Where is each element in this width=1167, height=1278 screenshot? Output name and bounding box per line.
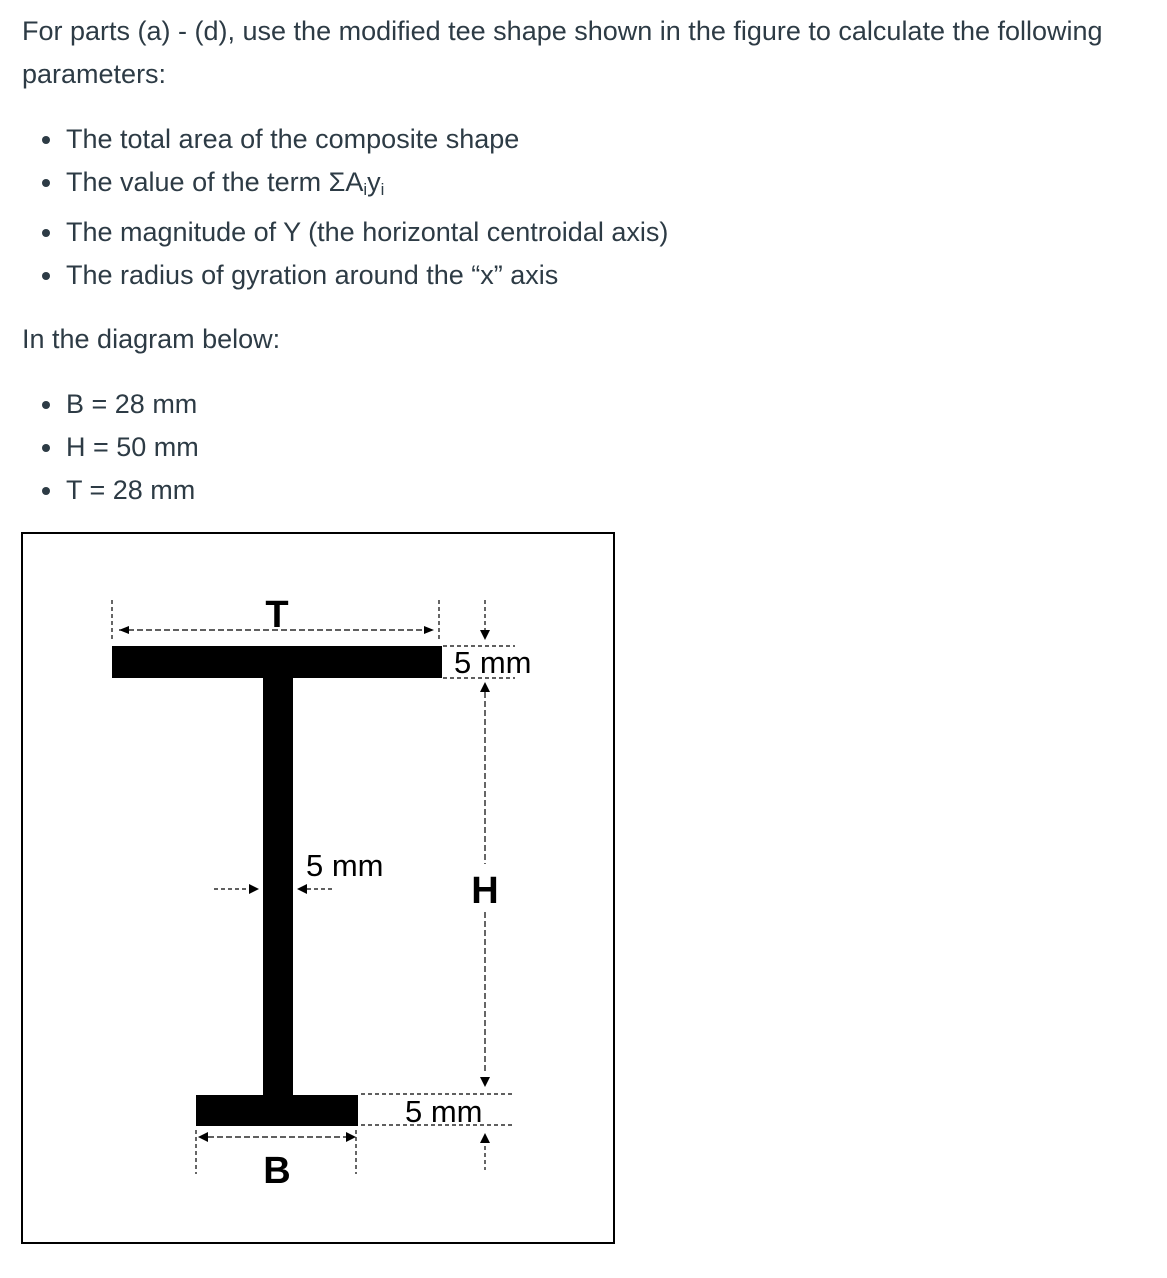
dimension-list (22, 383, 1162, 512)
tee-shape-diagram (23, 534, 613, 1242)
label-bottom-flange-thickness: 5 mm (405, 1094, 483, 1129)
tee-shape-figure (21, 532, 615, 1244)
parameter-item-area: The total area of the composite shape (22, 118, 1162, 161)
bottom-flange (196, 1095, 358, 1126)
top-flange (112, 646, 442, 678)
parameter-item-sum-term: The value of the term $\Sigma A_iy_i$ (22, 161, 1162, 211)
diagram-intro: In the diagram below: (22, 324, 281, 355)
label-h: H (471, 870, 499, 912)
label-t: T (265, 594, 289, 636)
parameter-item-centroid: The magnitude of Y (the horizontal centroidal axis) (22, 211, 1162, 254)
intro-paragraph: For parts (a) - (d), use the modified tee shape shown in the figure to calculate the following parameters: (22, 16, 1103, 89)
web (263, 677, 293, 1097)
dimension-item-h: H = 50 mm (22, 426, 1162, 469)
dimension-item-b: B = 28 mm (22, 383, 1162, 426)
problem-content (22, 0, 1162, 512)
parameter-item-radius-gyration: The radius of gyration around the “x” axis (22, 254, 1162, 297)
label-top-flange-thickness: 5 mm (454, 645, 532, 680)
label-web-thickness: 5 mm (306, 848, 384, 883)
label-b: B (263, 1150, 291, 1192)
dimension-item-t: T = 28 mm (22, 469, 1162, 512)
parameter-list (22, 118, 1162, 297)
